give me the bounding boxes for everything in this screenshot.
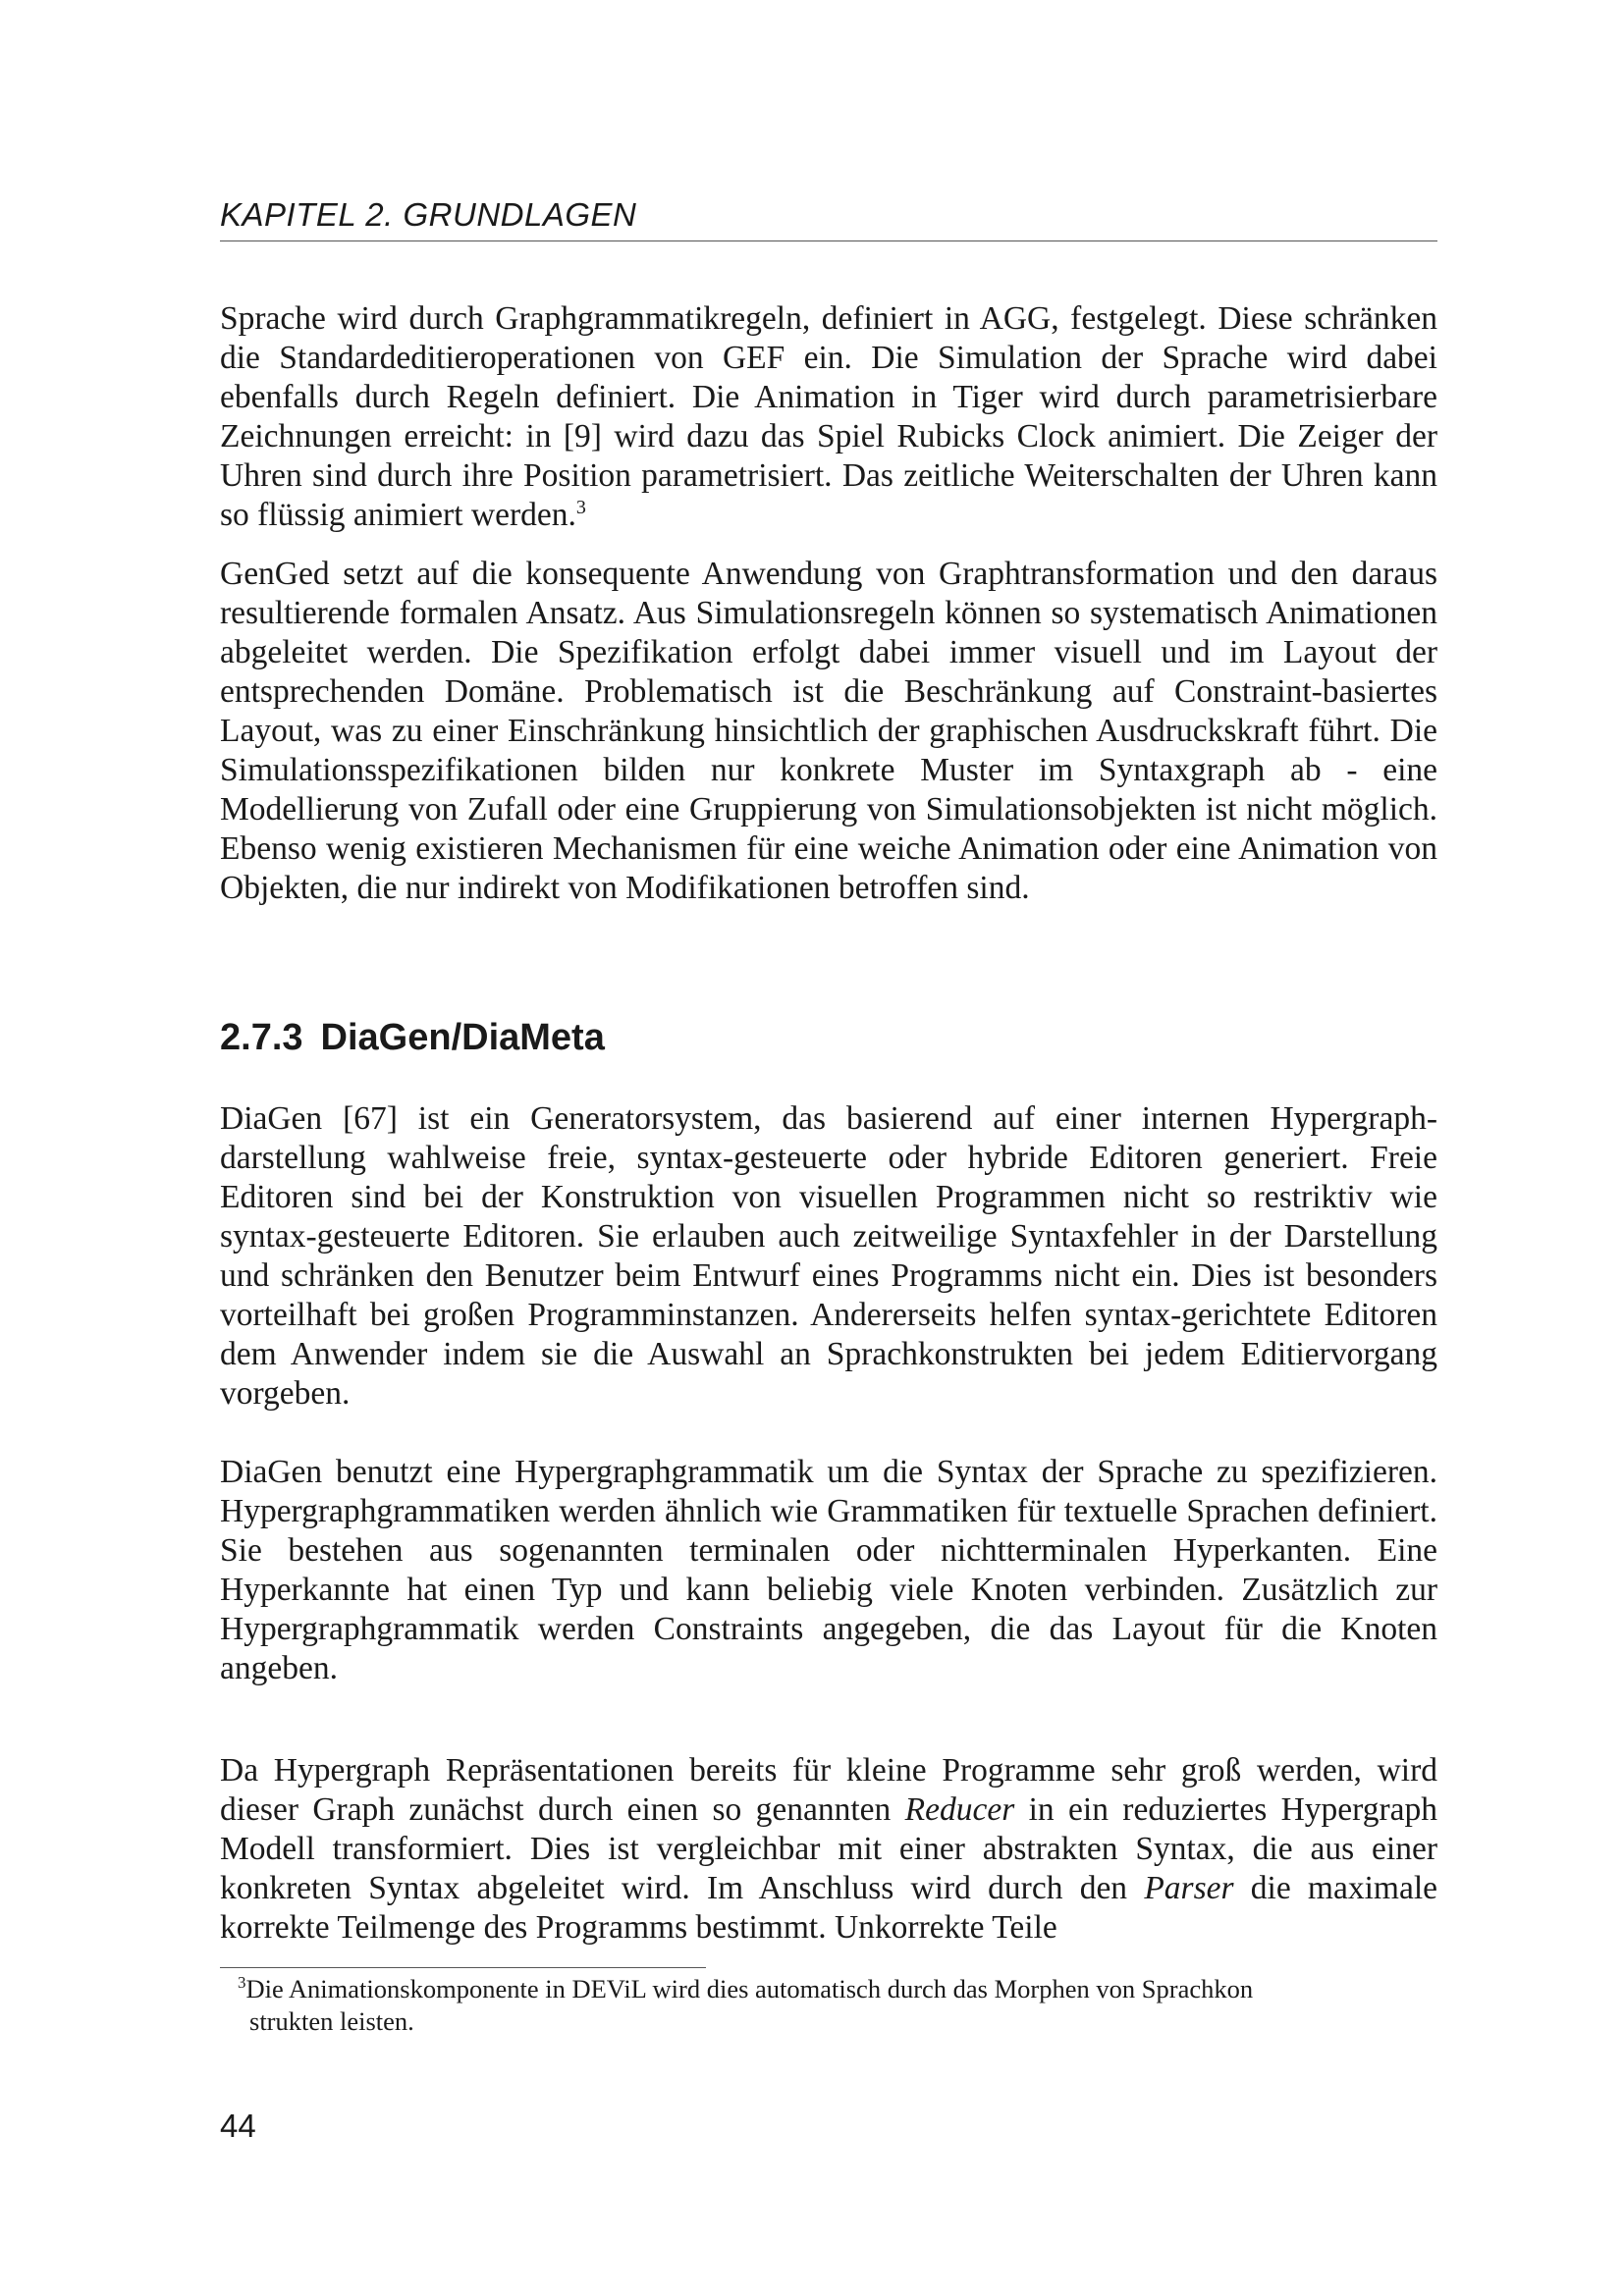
section-number: 2.7.3 — [220, 1017, 303, 1058]
paragraph-text-content: Sprache wird durch Graphgrammatikregeln, definiert in AGG, festgelegt. Diese schränken die Standardeditieroperationen von GEF ein. Die Simulation der Sprache wird dabei ebenfalls durch Regeln definiert. Die Animation in Tiger wird durch parametrisierbare Zeichnungen erreicht: in [9] wird dazu das Spiel Rubicks Clock animiert. Die Zeiger der Uhren sind durch ihre Position parametrisiert. Das zeitliche Weiterschalten der Uhren kann so flüssig animiert werden. — [220, 300, 1437, 533]
footnote — [220, 1973, 1437, 2038]
term-reducer: Reducer — [904, 1791, 1015, 1828]
term-parser: Parser — [1144, 1870, 1234, 1906]
text-run: Da Hypergraph Repräsentationen bereits für kleine Programme sehr groß werden, wird dieser Graph zunächst durch einen so genannten — [220, 1752, 1437, 1828]
footnote-text-line2: strukten leisten. — [249, 2006, 414, 2036]
paragraph-text: DiaGen benutzt eine Hypergraphgrammatik um die Syntax der Sprache zu spezifizieren. Hypergraphgrammatiken werden ähnlich wie Grammatiken für textuelle Sprachen definiert. Sie bestehen aus sogenannten terminalen oder nichtterminalen Hyperkanten. Eine Hyperkannte hat einen Typ und kann beliebig viele Knoten verbinden. Zusätzlich zur Hypergraphgrammatik werden Constraints angegeben, die das Layout für die Knoten angeben. — [220, 1454, 1437, 1686]
paragraph-text: DiaGen [67] ist ein Generatorsystem, das basierend auf einer internen Hypergraphdarstellung wahlweise freie, syntax-gesteuerte oder hybride Editoren generiert. Freie Editoren sind bei der Konstruktion von visuellen Programmen nicht so restriktiv wie syntax-gesteuerte Editoren. Sie erlauben auch zeitweilige Syntaxfehler in der Darstellung und schränken den Benutzer beim Entwurf eines Programms nicht ein. Dies ist besonders vorteilhaft bei großen Programminstanzen. Andererseits helfen syntax-gerichtete Editoren dem Anwender indem sie die Auswahl an Sprachkonstrukten bei jedem Editiervorgang vorgeben. — [220, 1100, 1437, 1412]
paragraph-tiger — [220, 299, 1437, 535]
paragraph-text: GenGed setzt auf die konsequente Anwendung von Graphtransformation und den daraus resultierende formalen Ansatz. Aus Simulationsregeln können so systematisch Animationen abgeleitet werden. Die Spezifikation erfolgt dabei immer visuell und im Layout der entsprechenden Domäne. Problematisch ist die Beschränkung auf Constraint-basiertes Layout, was zu einer Einschränkung hinsichtlich der graphischen Ausdruckskraft führt. Die Simulationsspezifikationen bilden nur konkrete Muster im Syntaxgraph ab - eine Modellierung von Zufall oder eine Gruppierung von Simulationsobjekten ist nicht möglich. Ebenso wenig existieren Mechanismen für eine weiche Animation oder eine Animation von Objekten, die nur indirekt von Modifikationen betroffen sind. — [220, 556, 1437, 906]
paragraph-genged — [220, 555, 1437, 908]
paragraph-reducer-parser — [220, 1751, 1437, 1948]
paragraph-text — [220, 1751, 1437, 1948]
page-number: 44 — [220, 2108, 256, 2144]
text-run: in ein reduziertes Hypergraph Modell transformiert. Dies ist vergleichbar mit einer abstrakten Syntax, die aus einer konkreten Syntax abgeleitet wird. Im Anschluss wird durch den — [220, 1791, 1437, 1906]
paragraph-diagen-intro — [220, 1099, 1437, 1414]
section-title: DiaGen/DiaMeta — [320, 1017, 605, 1058]
paragraph-text — [220, 299, 1437, 535]
section-heading — [220, 1015, 605, 1060]
running-header: KAPITEL 2. GRUNDLAGEN — [220, 192, 1437, 241]
paragraph-hypergraph-grammar — [220, 1453, 1437, 1688]
footnote-reference[interactable]: 3 — [575, 496, 586, 518]
footnote-mark: 3 — [238, 1973, 246, 1993]
footnote-divider — [220, 1967, 706, 1968]
footnote-text-line1: Die Animationskomponente in DEViL wird dies automatisch durch das Morphen von Sprachkon — [245, 1974, 1254, 2003]
text-run: die maximale korrekte Teilmenge des Programms bestimmt. Unkorrekte Teile — [220, 1870, 1438, 1946]
